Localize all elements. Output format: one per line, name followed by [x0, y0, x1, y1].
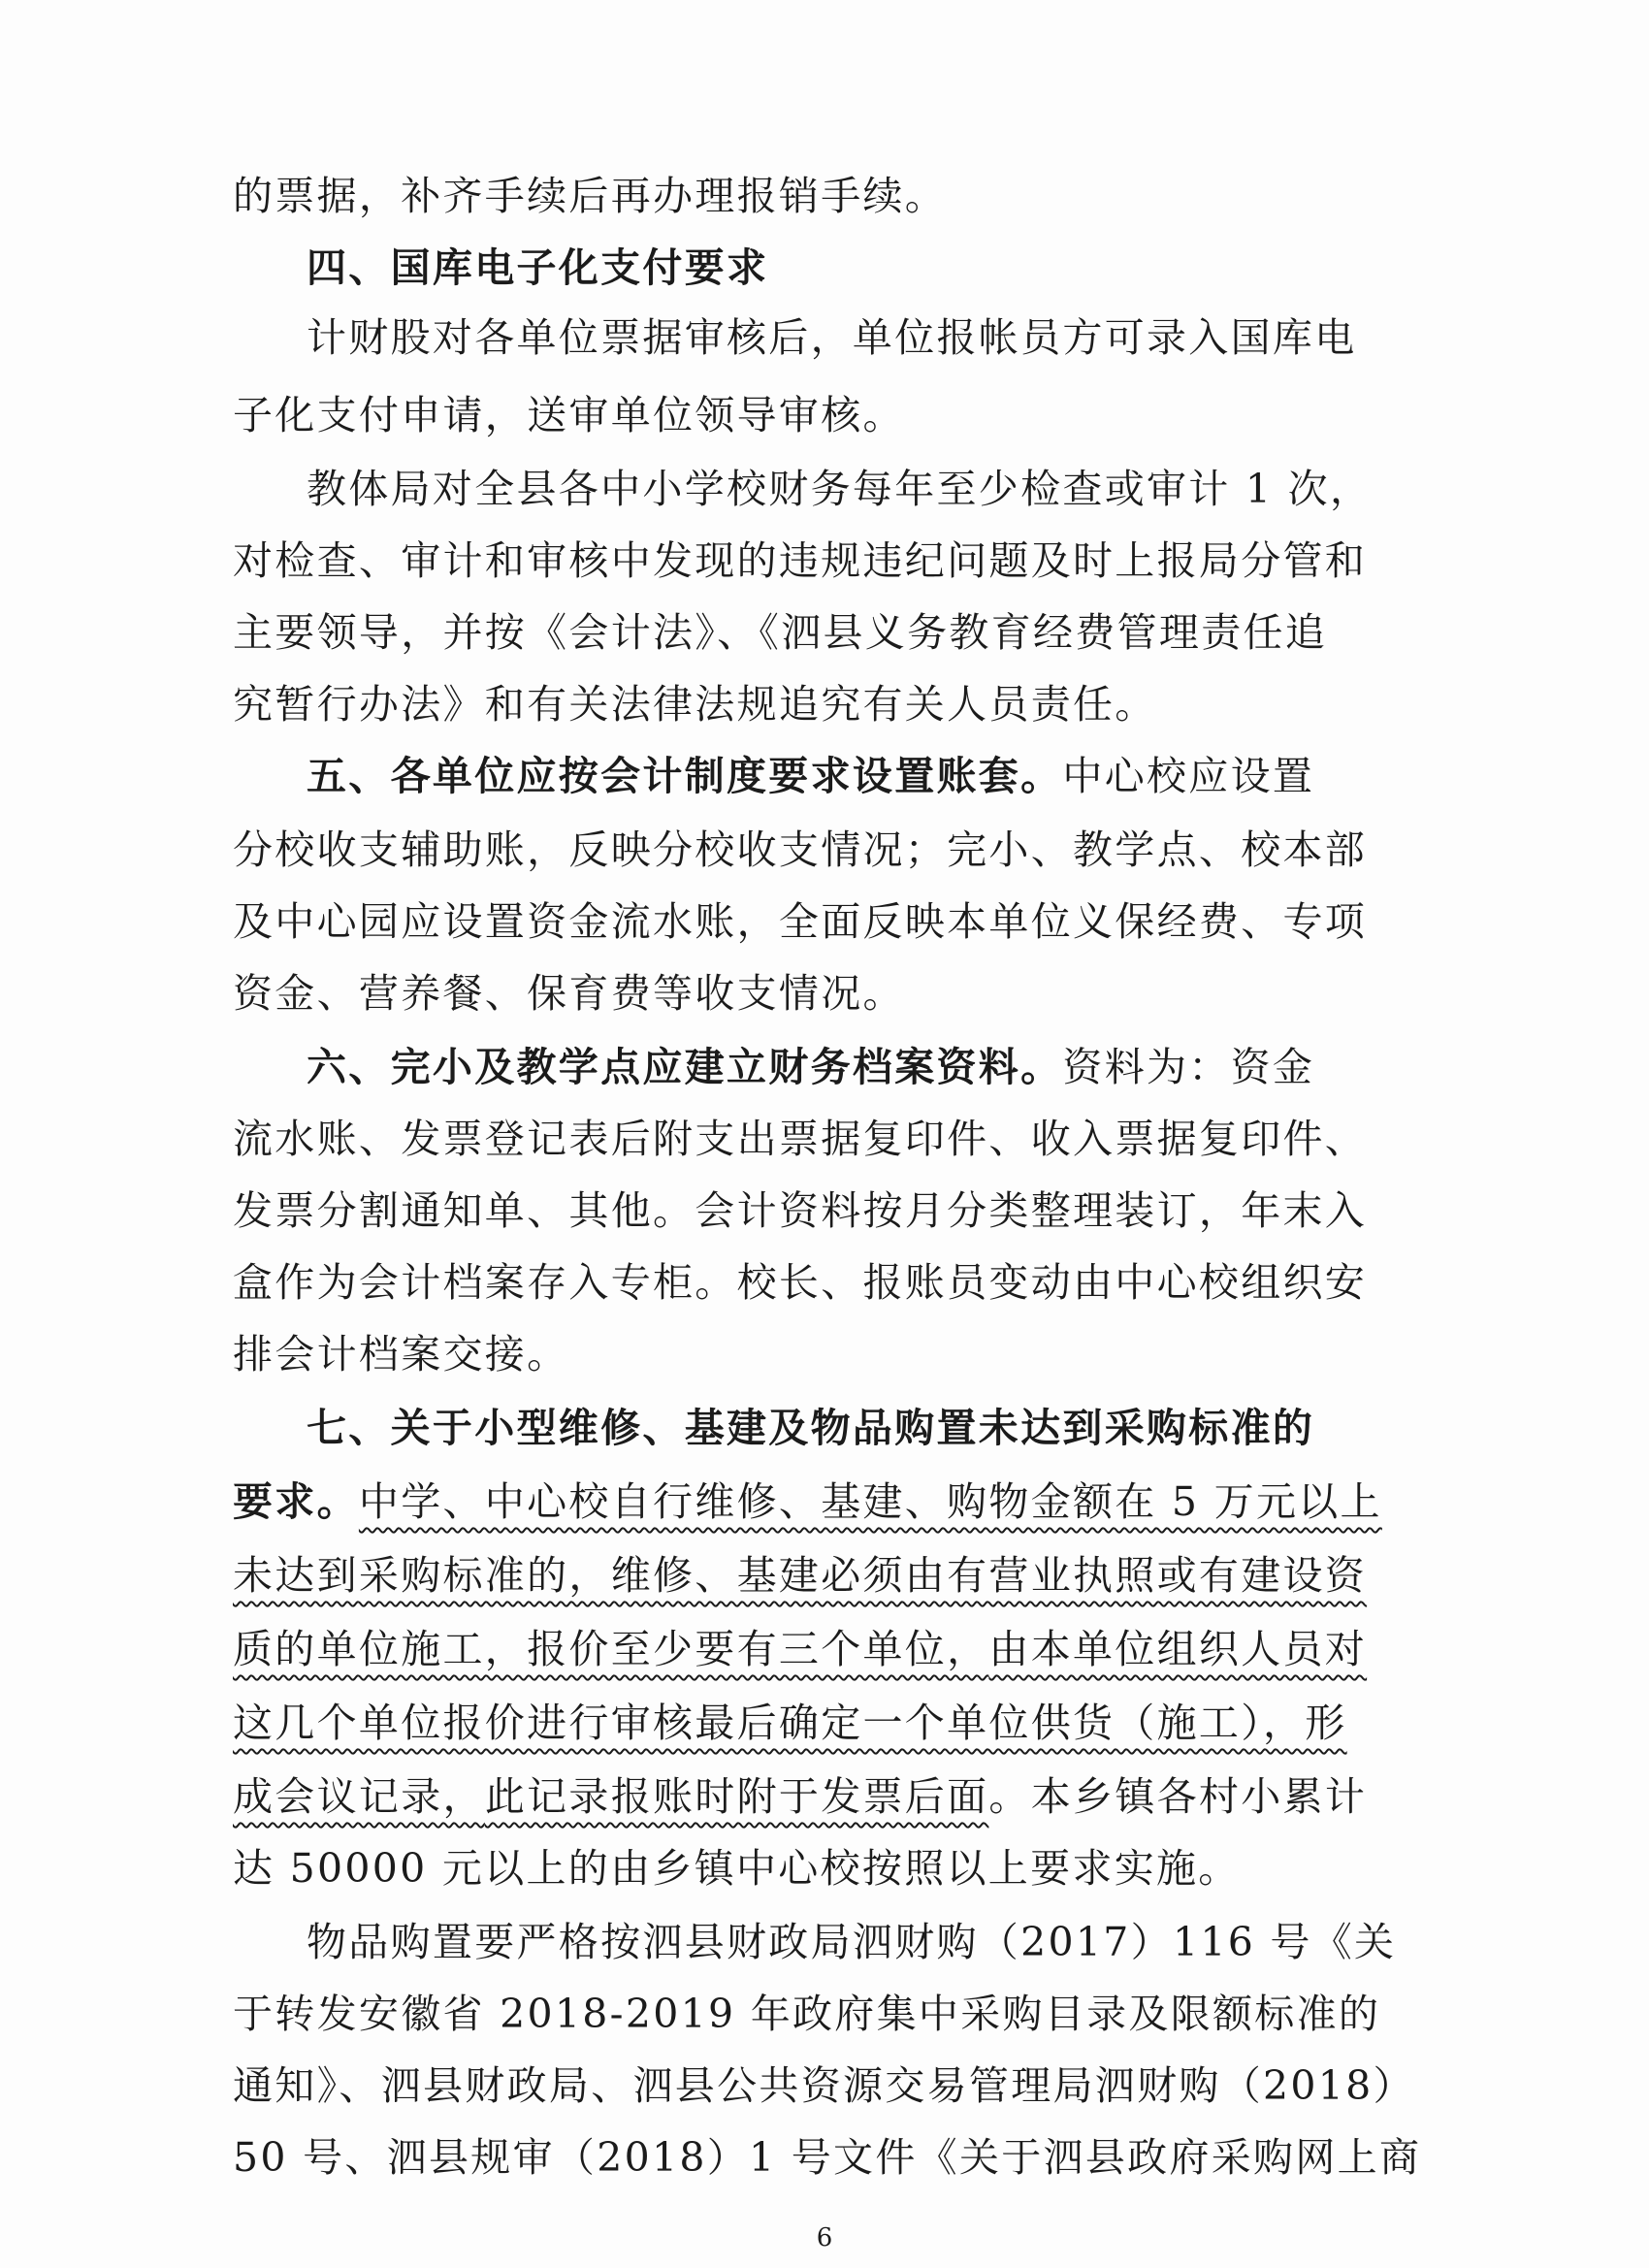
text-line	[233, 390, 1392, 440]
line-text: 排会计档案交接。	[233, 1331, 569, 1377]
line-text: 主要领导，并按《会计法》、《泗县义务教育经费管理责任追	[233, 609, 1328, 656]
text-line	[233, 1550, 1392, 1601]
text-line	[233, 1624, 1392, 1674]
text-line	[233, 1989, 1392, 2039]
heading-text: 四、国库电子化支付要求	[307, 244, 769, 291]
text-line	[233, 1771, 1392, 1822]
underlined-text: 此记录报账时附于发票后面	[484, 1773, 989, 1820]
text-line	[233, 896, 1392, 947]
section-heading-5: 五、各单位应按会计制度要求设置账套。	[307, 753, 1063, 799]
line-text: 50 号、泗县规审（2018）1 号文件《关于泗县政府采购网上商	[233, 2134, 1422, 2181]
text-line	[233, 1114, 1392, 1164]
line-text: 分校收支辅助账，反映分校收支情况；完小、教学点、校本部	[233, 826, 1368, 873]
text-line	[233, 679, 1392, 729]
line-text: 于转发安徽省 2018-2019 年政府集中采购目录及限额标准的	[233, 1991, 1381, 2037]
line-text: 物品购置要严格按泗县财政局泗财购（2017）116 号《关	[307, 1919, 1397, 1965]
underlined-text: 由本单位组织人员对	[988, 1626, 1368, 1672]
section-heading-4	[307, 243, 1392, 293]
heading-text: 七、关于小型维修、基建及物品购置未达到采购标准的	[307, 1405, 1315, 1451]
section-heading-7	[307, 1403, 1392, 1453]
text-line	[233, 825, 1392, 875]
text-line	[233, 171, 1392, 221]
underlined-text: 中学、中心校自行维修、基建、购物金额在 5 万元以上	[358, 1478, 1382, 1525]
underlined-text: 未达到采购标准的，维修、基建必须由有营业执照或有建设资	[233, 1552, 1368, 1599]
text-line	[233, 1843, 1392, 1894]
heading-text: 要求。	[233, 1478, 359, 1525]
line-text: 资金、营养餐、保育费等收支情况。	[233, 970, 905, 1017]
text-line	[233, 968, 1392, 1019]
section-7-line	[233, 1476, 1392, 1527]
line-text: 究暂行办法》和有关法律法规追究有关人员责任。	[233, 681, 1157, 728]
text-line	[233, 607, 1392, 658]
text-line	[307, 464, 1392, 514]
page-number: 6	[816, 2223, 833, 2252]
text-line	[233, 1257, 1392, 1308]
section-heading-6: 六、完小及教学点应建立财务档案资料。	[307, 1044, 1063, 1090]
text-line	[307, 1917, 1397, 1967]
text-line	[307, 312, 1392, 363]
text-line	[233, 1185, 1392, 1236]
text-line	[233, 1329, 1392, 1379]
line-text: 中心校应设置	[1062, 753, 1315, 799]
line-text: 资料为：资金	[1062, 1044, 1315, 1090]
line-text: 通知》、泗县财政局、泗县公共资源交易管理局泗财购（2018）	[233, 2062, 1415, 2109]
line-text: 对检查、审计和审核中发现的违规违纪问题及时上报局分管和	[233, 537, 1368, 584]
line-text: 发票分割通知单、其他。会计资料按月分类整理装订，年末入	[233, 1187, 1368, 1234]
text-line	[233, 1698, 1392, 1748]
section-6-line	[307, 1042, 1392, 1092]
underlined-text: 成会议记录，	[233, 1773, 485, 1820]
underlined-text: 这几个单位报价进行审核最后确定一个单位供货（施工），形	[233, 1700, 1347, 1746]
text-line	[233, 2060, 1415, 2111]
line-text: 的票据，补齐手续后再办理报销手续。	[233, 173, 948, 219]
line-text: 。本乡镇各村小累计	[988, 1773, 1368, 1820]
line-text: 流水账、发票登记表后附支出票据复印件、收入票据复印件、	[233, 1116, 1368, 1162]
underlined-text: 质的单位施工，报价至少要有三个单位，	[233, 1626, 989, 1672]
line-text: 教体局对全县各中小学校财务每年至少检查或审计 1 次，	[307, 466, 1373, 512]
text-line	[233, 535, 1392, 586]
line-text: 盒作为会计档案存入专柜。校长、报账员变动由中心校组织安	[233, 1259, 1368, 1306]
line-text: 子化支付申请，送审单位领导审核。	[233, 392, 905, 438]
line-text: 及中心园应设置资金流水账，全面反映本单位义保经费、专项	[233, 898, 1368, 945]
line-text: 计财股对各单位票据审核后，单位报帐员方可录入国库电	[307, 314, 1357, 361]
line-text: 达 50000 元以上的由乡镇中心校按照以上要求实施。	[233, 1845, 1241, 1892]
section-5-line	[307, 751, 1392, 801]
text-line	[233, 2132, 1422, 2183]
